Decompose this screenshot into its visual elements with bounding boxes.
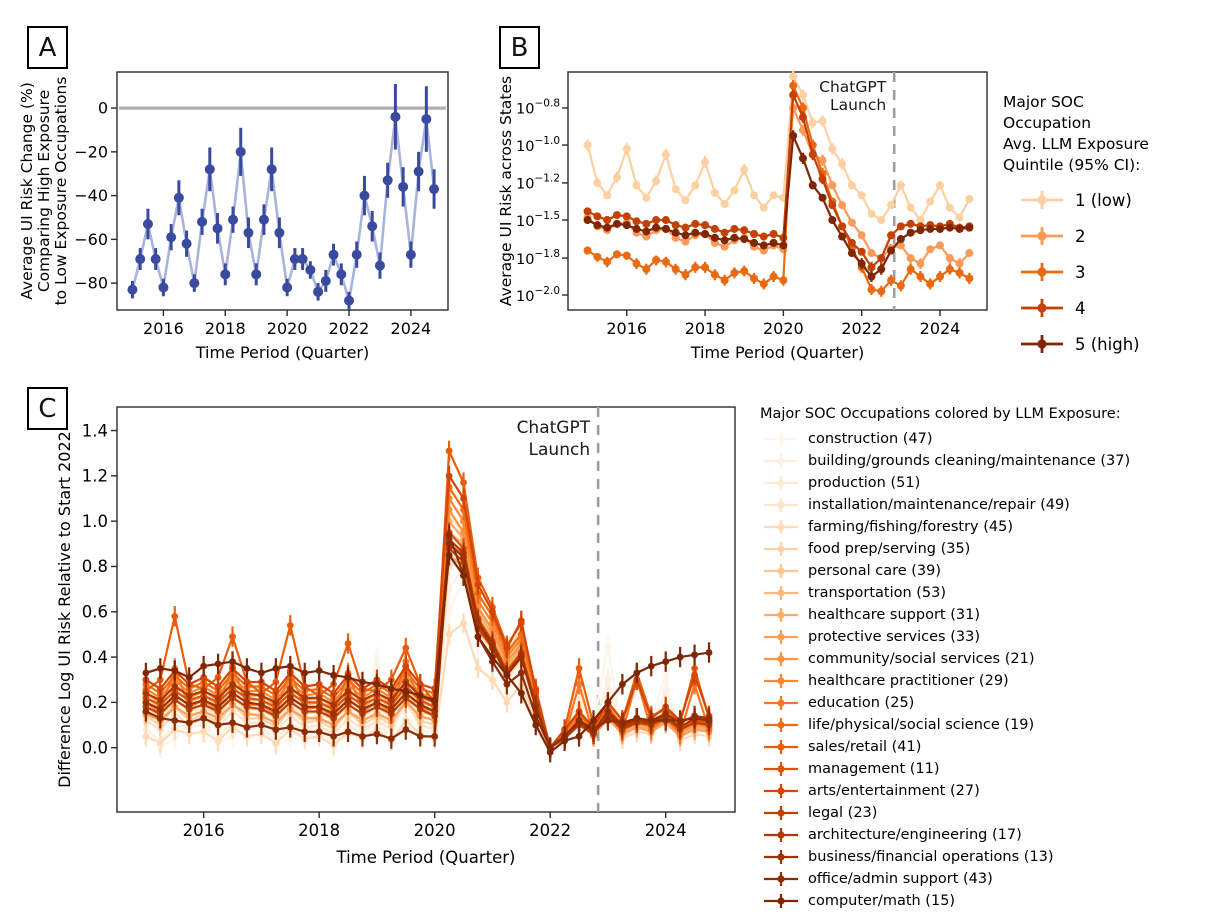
legend-item [760,494,1225,516]
legend-item [760,846,1225,868]
svg-text:1.4: 1.4 [81,421,108,441]
legend-items [760,428,1225,912]
svg-text:10−1.5: $10^{-1.5}$ [516,209,560,230]
series-errorbar-swatch-icon [762,759,800,779]
svg-text:ChatGPT: ChatGPT [819,78,887,96]
series-errorbar-swatch-icon [762,583,800,603]
legend-item-label: healthcare practitioner (29) [808,673,1009,689]
svg-text:2022: 2022 [529,821,572,840]
panel-a-chart [20,14,485,369]
legend-item-label: farming/fishing/forestry (45) [808,519,1014,535]
series-errorbar-swatch-icon [762,473,800,493]
svg-text:0.6: 0.6 [81,602,108,622]
legend-title: Occupation [1003,114,1092,132]
legend-item [760,758,1225,780]
svg-text:0: 0 [97,98,108,118]
series-errorbar-swatch-icon [762,869,800,889]
legend-item [760,450,1225,472]
legend-item [760,802,1225,824]
series-errorbar-swatch-icon [762,649,800,669]
svg-text:10−1.8: $10^{-1.8}$ [516,247,560,268]
legend-item [760,890,1225,912]
series-errorbar-swatch-icon [762,495,800,515]
panel-b-label: B [499,26,540,69]
series-errorbar-swatch-icon [762,825,800,845]
series-errorbar-swatch-icon [762,737,800,757]
legend-item-label: life/physical/social science (19) [808,717,1035,733]
legend-title: Avg. LLM Exposure [1003,135,1149,153]
legend-item-label: building/grounds cleaning/maintenance (37) [808,453,1131,469]
legend-title: Major SOC Occupations colored by LLM Exposure: [760,406,1121,422]
svg-text:2016: 2016 [143,319,184,338]
svg-text:Launch: Launch [528,440,591,460]
legend-item [760,538,1225,560]
legend-items [1003,182,1225,362]
legend-item-label: education (25) [808,695,915,711]
series-errorbar-swatch-icon [762,891,800,911]
svg-text:Time Period (Quarter): Time Period (Quarter) [690,343,865,362]
svg-text:Time Period (Quarter): Time Period (Quarter) [336,848,516,867]
panel-b-chart [497,14,1002,369]
series-errorbar-swatch-icon [762,693,800,713]
svg-text:2020: 2020 [763,319,804,338]
svg-text:10−1.0: $10^{-1.0}$ [516,134,560,155]
svg-text:−60: −60 [74,229,108,249]
svg-text:Difference Log UI Risk Relativ: Difference Log UI Risk Relative to Start 2022 [55,431,74,788]
legend-item [760,560,1225,582]
panel-c-label: C [27,387,68,430]
legend-item-label: 4 [1075,298,1086,318]
svg-text:10−1.2: $10^{-1.2}$ [516,172,560,193]
legend-item-label: personal care (39) [808,563,942,579]
legend-item [760,648,1225,670]
legend-item-label: legal (23) [808,805,878,821]
legend-item-label: food prep/serving (35) [808,541,971,557]
legend-item-label: arts/entertainment (27) [808,783,980,799]
legend-item [760,472,1225,494]
svg-text:2018: 2018 [684,319,726,338]
legend-item [760,824,1225,846]
series-errorbar-swatch-icon [762,539,800,559]
svg-text:ChatGPT: ChatGPT [516,418,591,438]
series-errorbar-swatch-icon [762,451,800,471]
legend-item-label: 3 [1075,262,1086,282]
svg-text:2018: 2018 [298,821,341,840]
legend-item [1003,218,1225,254]
svg-text:2020: 2020 [413,821,456,840]
series-errorbar-swatch-icon [1019,259,1065,285]
legend-item-label: office/admin support (43) [808,871,993,887]
series-errorbar-swatch-icon [762,671,800,691]
svg-text:Time Period (Quarter): Time Period (Quarter) [195,343,370,362]
svg-text:Average UI Risk Change (%): Average UI Risk Change (%) [18,82,36,300]
series-errorbar-swatch-icon [1019,187,1065,213]
svg-text:0.2: 0.2 [81,693,108,713]
legend-item [760,780,1225,802]
svg-text:−20: −20 [74,142,108,162]
legend-item [760,692,1225,714]
svg-text:−80: −80 [74,273,108,293]
series-errorbar-swatch-icon [1019,331,1065,357]
legend-item-label: 1 (low) [1075,190,1132,210]
legend-item-label: community/social services (21) [808,651,1035,667]
legend-item [1003,182,1225,218]
series-errorbar-swatch-icon [762,715,800,735]
legend-item-label: management (11) [808,761,940,777]
svg-text:1.0: 1.0 [81,511,108,531]
legend-item [1003,254,1225,290]
legend-title: Quintile (95% CI): [1003,156,1141,174]
legend-item-label: transportation (53) [808,585,947,601]
legend-item [1003,290,1225,326]
legend-item [760,868,1225,890]
panel-c-legend [760,404,1225,912]
legend-item-label: healthcare support (31) [808,607,980,623]
legend-item-label: installation/maintenance/repair (49) [808,497,1070,513]
svg-text:2022: 2022 [328,319,370,338]
svg-text:−40: −40 [74,186,108,206]
series-errorbar-swatch-icon [1019,223,1065,249]
svg-text:0.4: 0.4 [81,647,108,667]
series-errorbar-swatch-icon [762,605,800,625]
svg-text:2016: 2016 [606,319,648,338]
series-errorbar-swatch-icon [762,561,800,581]
svg-text:Average UI Risk across States: Average UI Risk across States [497,75,515,307]
legend-item [760,626,1225,648]
legend-item [760,428,1225,450]
legend-item-label: 5 (high) [1075,334,1140,354]
svg-text:0.8: 0.8 [81,557,108,577]
legend-item [760,714,1225,736]
legend-item-label: computer/math (15) [808,893,956,909]
series-errorbar-swatch-icon [1019,295,1065,321]
svg-text:2024: 2024 [390,319,432,338]
svg-text:2018: 2018 [204,319,246,338]
svg-text:to Low Exposure Occupations: to Low Exposure Occupations [52,76,70,306]
svg-text:1.2: 1.2 [81,466,108,486]
svg-text:2020: 2020 [266,319,308,338]
series-errorbar-swatch-icon [762,517,800,537]
series-errorbar-swatch-icon [762,781,800,801]
legend-item [760,516,1225,538]
panel-c-chart [20,392,765,892]
svg-text:2024: 2024 [644,821,687,840]
legend-item-label: architecture/engineering (17) [808,827,1022,843]
legend-item-label: production (51) [808,475,921,491]
series-errorbar-swatch-icon [762,803,800,823]
series-errorbar-swatch-icon [762,627,800,647]
svg-text:2022: 2022 [841,319,883,338]
panel-a-label: A [27,26,68,69]
legend-title: Major SOC [1003,93,1084,111]
legend-item-label: business/financial operations (13) [808,849,1054,865]
series-errorbar-swatch-icon [762,847,800,867]
series-errorbar-swatch-icon [762,429,800,449]
svg-text:Launch: Launch [830,96,887,114]
legend-item [760,736,1225,758]
svg-text:10−0.8: $10^{-0.8}$ [516,97,560,118]
legend-item [760,670,1225,692]
legend-item [760,604,1225,626]
legend-item [760,582,1225,604]
legend-item-label: protective services (33) [808,629,980,645]
legend-item-label: 2 [1075,226,1086,246]
legend-item-label: construction (47) [808,431,933,447]
legend-item-label: sales/retail (41) [808,739,922,755]
svg-text:2024: 2024 [919,319,961,338]
svg-text:0.0: 0.0 [81,738,108,758]
legend-item [1003,326,1225,362]
panel-b-legend [1003,92,1225,362]
svg-text:2016: 2016 [182,821,225,840]
svg-text:Comparing High Exposure: Comparing High Exposure [35,89,53,293]
svg-text:10−2.0: $10^{-2.0}$ [516,284,560,305]
